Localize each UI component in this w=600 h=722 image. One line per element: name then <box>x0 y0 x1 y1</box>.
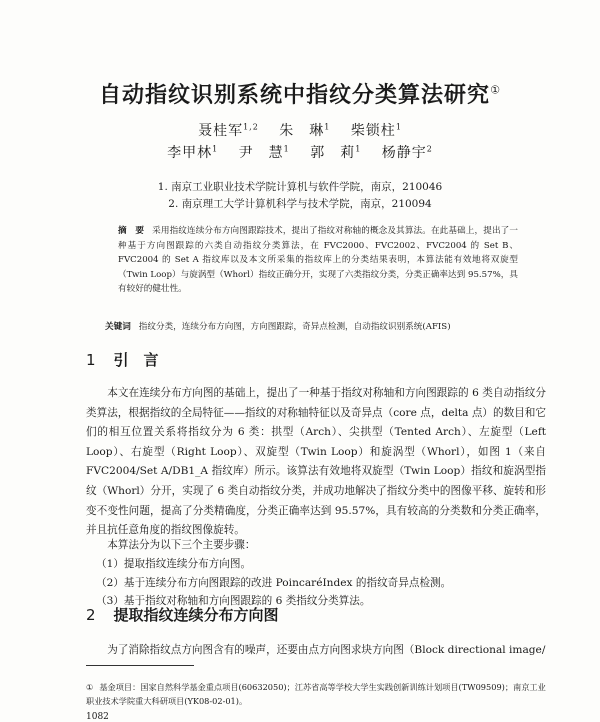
abstract-label: 摘 要 <box>118 226 145 236</box>
title-footnote-mark: ① <box>490 83 501 97</box>
authors-line-1 <box>0 120 600 140</box>
author: 聂桂军$^{1,2}$ <box>198 122 259 139</box>
author: 尹 慧$^1$ <box>238 144 290 161</box>
keywords-text: 指纹分类，连续分布方向图，方向图跟踪，奇异点检测，自动指纹识别系统(AFIS) <box>138 322 451 332</box>
page-number: 1082 <box>86 712 109 722</box>
section2-paragraph: 为了消除指纹点方向图含有的噪声，还要由点方向图求块方向图（Block directional image/ <box>107 644 546 656</box>
abstract <box>118 224 518 297</box>
author: 朱 琳$^1$ <box>279 122 331 139</box>
author: 李甲林$^1$ <box>167 144 219 161</box>
keywords <box>105 320 525 332</box>
list-item: （3）基于指纹对称轴和方向图跟踪的 6 类指纹分类算法。 <box>96 595 371 607</box>
affiliation-2: 2. 南京理工大学计算机科学与技术学院，南京，210094 <box>168 198 432 210</box>
authors-line-2 <box>0 142 600 162</box>
keywords-label: 关键词 <box>105 322 131 332</box>
section-heading-2: 2 提取指纹连续分布方向图 <box>86 606 279 624</box>
list-item: （1）提取指纹连续分布方向图。 <box>96 558 252 570</box>
footnote-rule <box>86 665 194 666</box>
author: 郭 莉$^1$ <box>310 144 362 161</box>
list-intro: 本算法分为以下三个主要步骤： <box>107 539 256 551</box>
paper-title: 自动指纹识别系统中指纹分类算法研究① <box>99 83 501 108</box>
author: 杨静宇$^2$ <box>381 144 433 161</box>
abstract-text: 采用指纹连续分布方向图跟踪技术，提出了指纹对称轴的概念及其算法。在此基础上，提出了一种基于方向图跟踪的六类自动指纹分类算法，在 FVC2000、FVC2002、FVC2004 的 Set B、FVC2004 的 Set A 指纹库以及本文所采集的指纹库上的分类结果表明，本算法能有效地将双旋型（Twin Loop）与旋涡型（Whorl）指纹正确分开，实现了六类指纹分类，分类正确率达到 95.57%，具有较好的健壮性。 <box>118 226 518 294</box>
footnote: ① 基金项目：国家自然科学基金重点项目(60632050)；江苏省高等学校大学生实践创新训练计划项目(TW09509)；南京工业职业技术学院重大科研项目(YK08-02-01)。 <box>86 682 546 706</box>
intro-paragraph: 本文在连续分布方向图的基础上，提出了一种基于指纹对称轴和方向图跟踪的 6 类自动指纹分类算法，根据指纹的全局特征——指纹的对称轴特征以及奇异点（core 点，delta 点）的数目和它们的相互位置关系将指纹分为 6 类：拱型（Arch）、尖拱型（Tented Arch）、左旋型（Left Loop）、右旋型（Right Loop）、双旋型（Twin Loop）和旋涡型（Whorl），如图 1（来自 FVC2004/Set A/DB1_A 指纹库）所示。该算法有效地将双旋型（Twin Loop）指纹和旋涡型指纹（Whorl）分开，实现了 6 类自动指纹分类，并成功地解决了指纹分类中的图像平移、旋转和形变不变性问题，提高了分类精确度，分类正确率达到 95.57%，具有较高的分类数和分类正确率，并且抗任意角度的指纹图像旋转。 <box>86 387 546 537</box>
list-item: （2）基于连续分布方向图跟踪的改进 PoincaréIndex 的指纹奇异点检测。 <box>96 577 452 589</box>
affiliation-1: 1. 南京工业职业技术学院计算机与软件学院，南京，210046 <box>157 181 443 193</box>
author: 柴锁柱$^1$ <box>350 122 402 139</box>
section-heading-1: 1 引 言 <box>86 351 159 369</box>
